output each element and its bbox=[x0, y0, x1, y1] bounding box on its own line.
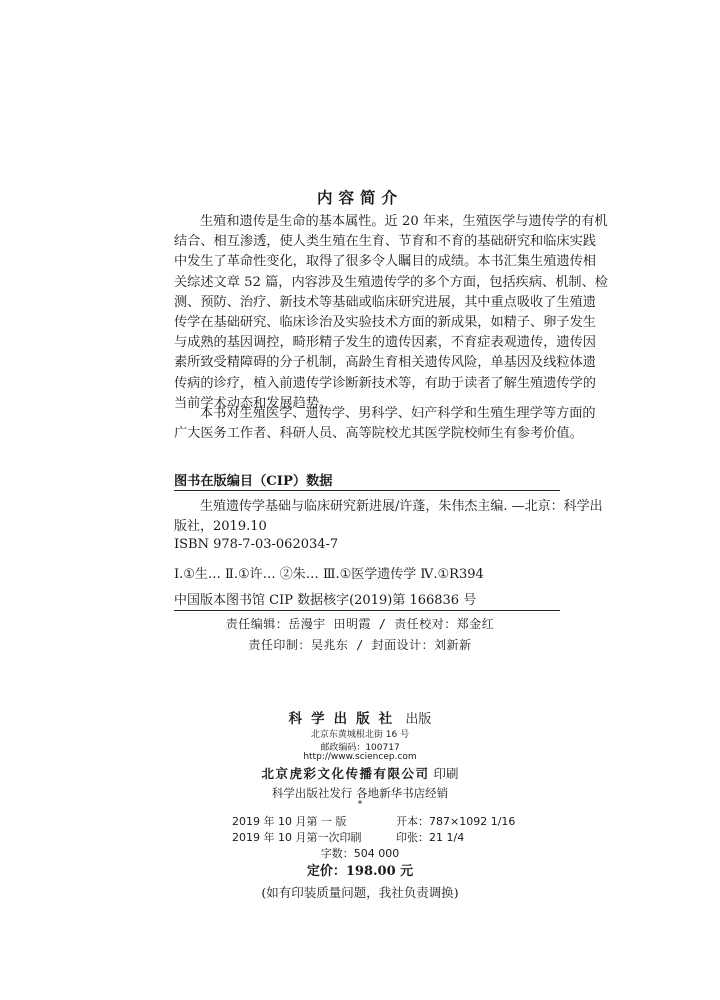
separator-mark: * bbox=[357, 800, 363, 810]
quality-notice: (如有印装质量问题，我社负责调换) bbox=[261, 885, 459, 900]
publisher-website: http://www.sciencep.com bbox=[303, 752, 417, 762]
printing: 2019 年 10 月第一次印刷 bbox=[232, 831, 362, 844]
isbn: ISBN 978-7-03-062034-7 bbox=[174, 537, 339, 552]
edition: 2019 年 10 月第 一 版 bbox=[232, 815, 347, 828]
distribution-line: 科学出版社发行 各地新华书店经销 bbox=[271, 786, 449, 800]
cip-bottom-rule bbox=[174, 610, 560, 611]
summary-paragraph-2 bbox=[174, 404, 596, 444]
paragraph-line: 与成熟的基因调控，畸形精子发生的遗传因素，不育症表观遗传，遗传因 bbox=[174, 335, 596, 351]
paragraph-line: 关综述文章 52 篇，内容涉及生殖遗传学的多个方面，包括疾病、机制、检 bbox=[174, 274, 608, 290]
printer-line bbox=[0, 764, 720, 782]
cip-title-line: 生殖遗传学基础与临床研究新进展/许蓬，朱伟杰主编. —北京：科学出 bbox=[200, 499, 603, 514]
cip-title-line: 版社，2019.10 bbox=[174, 518, 267, 534]
summary-title: 内容简介 bbox=[316, 188, 403, 207]
paragraph-line: 传学在基础研究、临床诊治及实验技术方面的新成果，如精子、卵子发生 bbox=[174, 315, 596, 331]
book-format: 开本：787×1092 1/16 bbox=[396, 815, 516, 828]
paragraph-line: 本书对生殖医学、遗传学、男科学、妇产科学和生殖生理学等方面的 bbox=[200, 406, 596, 421]
publisher-logo-text: 科学出版社 bbox=[288, 711, 402, 727]
paragraph-line: 当前学术动态和发展趋势。 bbox=[174, 395, 333, 411]
publisher-line bbox=[0, 707, 720, 727]
paragraph-line: 中发生了革命性变化，取得了很多令人瞩目的成绩。本书汇集生殖遗传相 bbox=[174, 254, 596, 270]
publisher-suffix: 出版 bbox=[405, 712, 432, 727]
printer-suffix: 印刷 bbox=[433, 766, 459, 781]
paragraph-line: 素所致受精障碍的分子机制，高龄生育相关遗传风险，单基因及线粒体遗 bbox=[174, 355, 596, 371]
cip-title-entry bbox=[174, 497, 603, 536]
cip-top-rule bbox=[174, 490, 560, 491]
publisher-address: 北京东黄城根北街 16 号 bbox=[310, 730, 410, 740]
cip-classification: Ⅰ.①生… Ⅱ.①许… ②朱… Ⅲ.①医学遗传学 Ⅳ.①R394 bbox=[174, 567, 484, 582]
paragraph-line: 测、预防、治疗、新技术等基础或临床研究进展，其中重点吸收了生殖遗 bbox=[174, 294, 596, 310]
printed-sheets: 印张：21 1/4 bbox=[396, 831, 465, 844]
staff-line-2: 责任印制：吴兆东 / 封面设计：刘新新 bbox=[248, 638, 472, 652]
paragraph-line: 生殖和遗传是生命的基本属性。近 20 年来，生殖医学与遗传学的有机 bbox=[200, 214, 608, 229]
paragraph-line: 广大医务工作者、科研人员、高等院校尤其医学院校师生有参考价值。 bbox=[174, 426, 583, 442]
paragraph-line: 传病的诊疗，植入前遗传学诊断新技术等，有助于读者了解生殖遗传学的 bbox=[174, 375, 596, 391]
printer-name: 北京虎彩文化传播有限公司 bbox=[261, 766, 430, 781]
cip-heading: 图书在版编目（CIP）数据 bbox=[174, 474, 333, 489]
word-count: 字数：504 000 bbox=[320, 847, 400, 860]
cip-number: 中国版本图书馆 CIP 数据核字(2019)第 166836 号 bbox=[174, 593, 477, 608]
paragraph-line: 结合、相互渗透，使人类生殖在生育、节育和不育的基础研究和临床实践 bbox=[174, 234, 596, 250]
publisher-postcode: 邮政编码：100717 bbox=[320, 743, 400, 753]
staff-line-1: 责任编辑：岳漫宇 田明霞 / 责任校对：郑金红 bbox=[225, 617, 495, 631]
price: 定价：198.00 元 bbox=[306, 864, 414, 879]
